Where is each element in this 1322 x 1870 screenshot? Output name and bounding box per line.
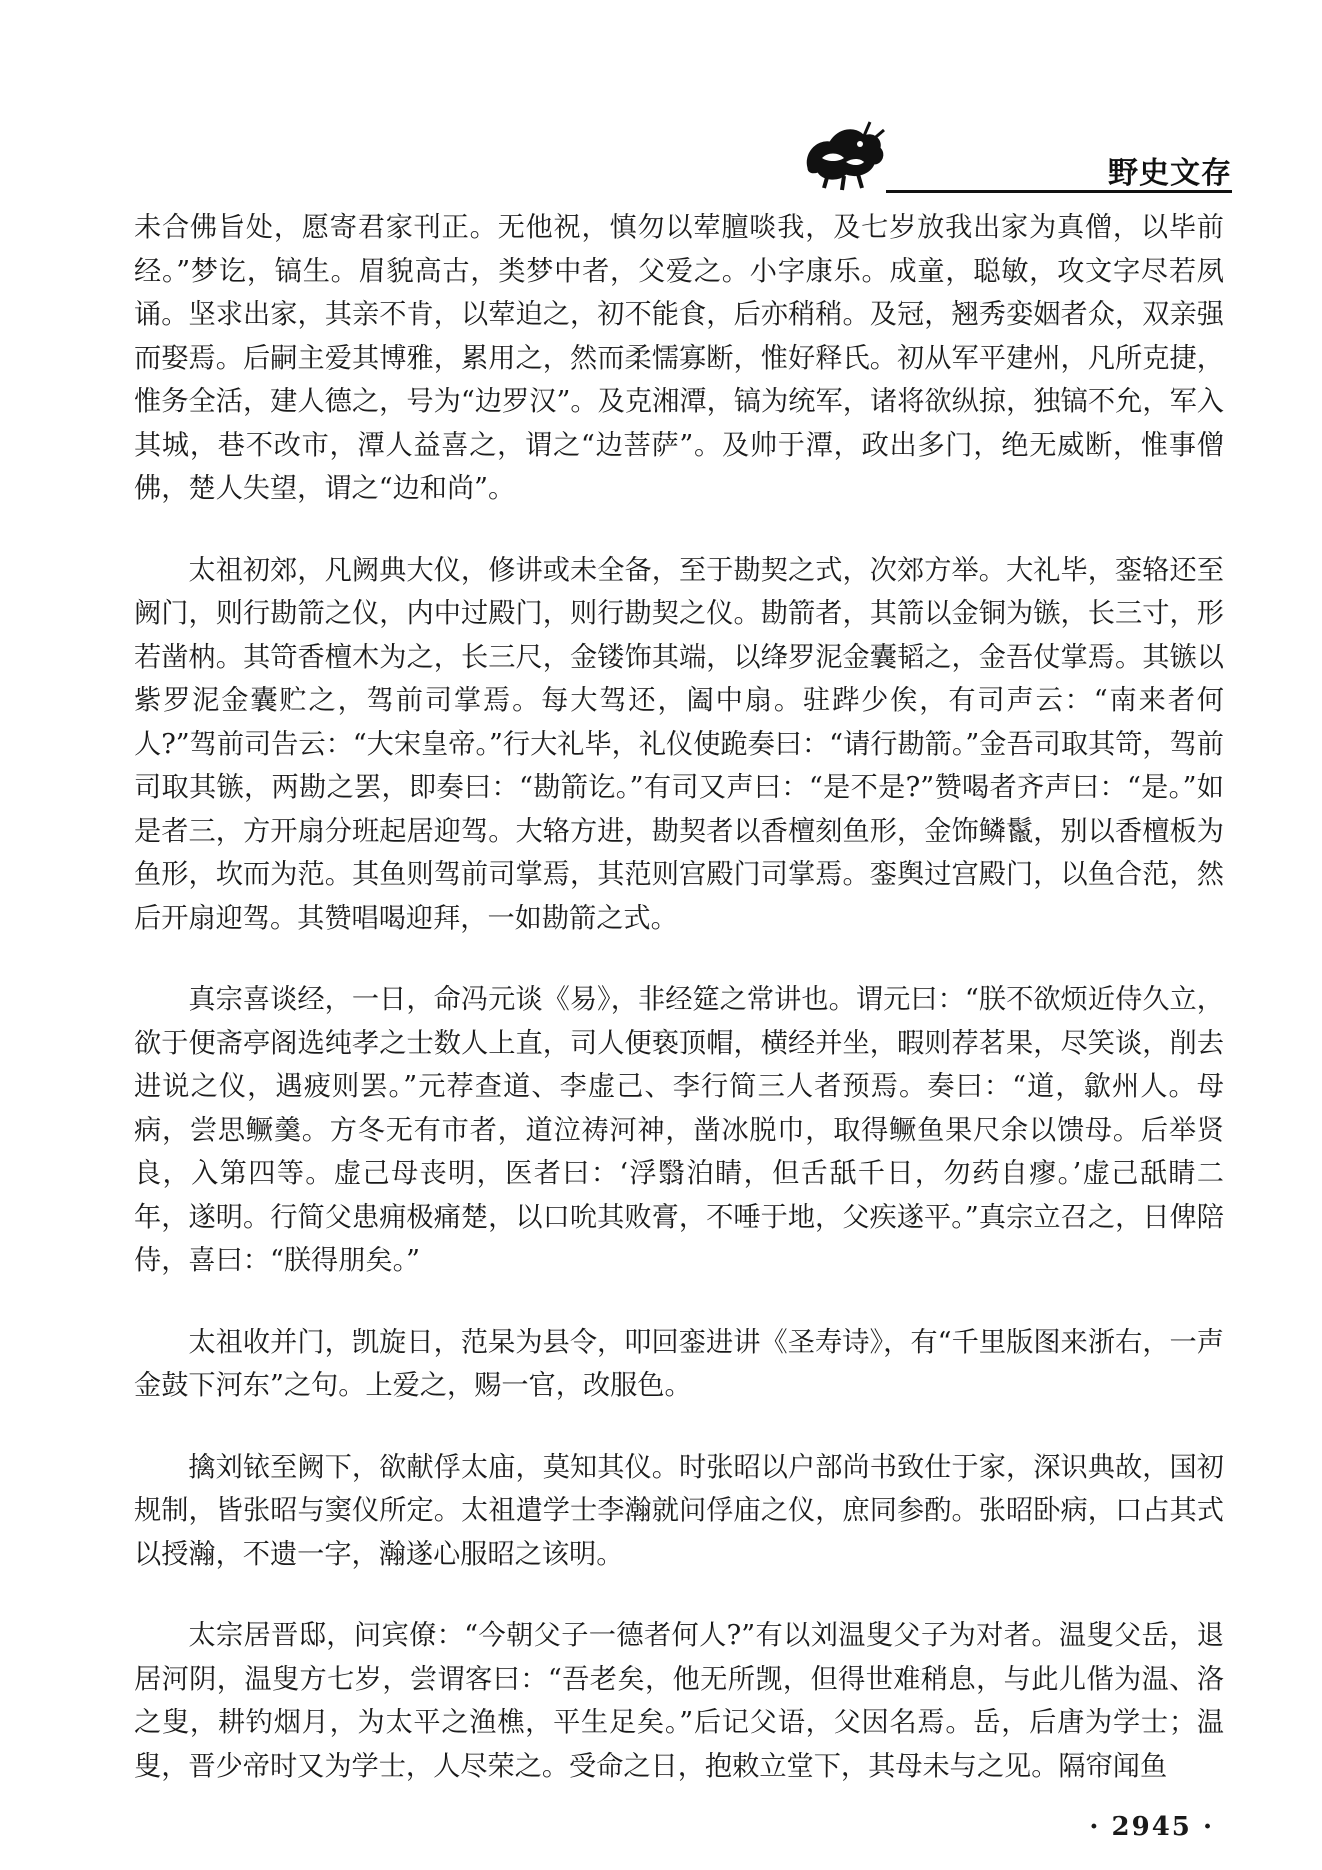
paragraph: 太祖初郊，凡阙典大仪，修讲或未全备，至于勘契之式，次郊方举。大礼毕，銮辂还至阙门，则行勘箭之仪，内中过殿门，则行勘契之仪。勘箭者，其箭以金铜为镞，长三寸，形若凿枘。其笴香檀木为之，长三尺，金镂饰其端，以绛罗泥金囊韬之，金吾仗掌焉。其镞以紫罗泥金囊贮之，驾前司掌焉。每大驾还，阖中扇。驻跸少俟，有司声云：“南来者何人?”驾前司告云：“大宋皇帝。”行大礼毕，礼仪使跪奏曰：“请行勘箭。”金吾司取其笴，驾前司取其镞，两勘之罢，即奏曰：“勘箭讫。”有司又声曰：“是不是?”赞喝者齐声曰：“是。”如是者三，方开扇分班起居迎驾。大辂方进，勘契者以香檀刻鱼形，金饰鳞鬣，别以香檀板为鱼形，坎而为范。其鱼则驾前司掌焉，其范则宫殿门司掌焉。銮舆过宫殿门，以鱼合范，然后开扇迎驾。其赞唱喝迎拜，一如勘箭之式。: [134, 554, 1224, 934]
paragraph: 太宗居晋邸，问宾僚：“今朝父子一德者何人?”有以刘温叟父子为对者。温叟父岳，退居河阴，温叟方七岁，尝谓客曰：“吾老矣，他无所觊，但得世难稍息，与此儿偕为温、洛之叟，耕钓烟月，为太平之渔樵，平生足矣。”后记父语，父因名焉。岳，后唐为学士；温叟，晋少帝时又为学士，人尽荣之。受命之日，抱敕立堂下，其母未与之见。隔帘闻鱼: [134, 1620, 1224, 1782]
paragraph: 未合佛旨处，愿寄君家刊正。无他祝，慎勿以荤膻啖我，及七岁放我出家为真僧，以毕前经。”梦讫，镐生。眉貌高古，类梦中者，父爱之。小字康乐。成童，聪敏，攻文字尽若夙诵。坚求出家，其亲不肯，以荤迫之，初不能食，后亦稍稍。及冠，翘秀娈姻者众，双亲强而娶焉。后嗣主爱其博雅，累用之，然而柔懦寡断，惟好释氏。初从军平建州，凡所克捷，惟务全活，建人德之，号为“边罗汉”。及克湘潭，镐为统军，诸将欲纵掠，独镐不允，军入其城，巷不改市，潭人益喜之，谓之“边菩萨”。及帅于潭，政出多门，绝无威断，惟事僧佛，楚人失望，谓之“边和尚”。: [134, 212, 1224, 504]
page-number: · 2945 ·: [1089, 1812, 1214, 1842]
paragraph: 真宗喜谈经，一日，命冯元谈《易》，非经筵之常讲也。谓元曰：“朕不欲烦近侍久立，欲于便斋亭阁选纯孝之士数人上直，司人便亵顶帽，横经并坐，暇则荐茗果，尽笑谈，削去进说之仪，遇疲则罢。”元荐查道、李虚己、李行简三人者预焉。奏曰：“道，歙州人。母病，尝思鳜羹。方冬无有市者，道泣祷河神，凿冰脱巾，取得鳜鱼果尺余以馈母。后举贤良，入第四等。虚己母丧明，医者曰：‘浮翳泊睛，但舌舐千日，勿药自瘳。’虚己舐睛二年，遂明。行简父患痈极痛楚，以口吮其败膏，不唾于地，父疾遂平。”真宗立召之，日俾陪侍，喜曰：“朕得朋矣。”: [134, 984, 1224, 1276]
page-header: [798, 118, 1232, 194]
header-rule: [886, 190, 1232, 193]
paragraph: 擒刘铱至阙下，欲献俘太庙，莫知其仪。时张昭以户部尚书致仕于家，深识典故，国初规制，皆张昭与窦仪所定。太祖遣学士李瀚就问俘庙之仪，庶同参酌。张昭卧病，口占其式以授瀚，不遗一字，瀚遂心服昭之该明。: [134, 1451, 1224, 1570]
dragon-emblem-icon: [798, 118, 890, 194]
series-title: 野史文存: [1108, 156, 1232, 191]
paragraph: 太祖收并门，凯旋日，范杲为县令，叩回銮进讲《圣寿诗》，有“千里版图来浙右，一声金鼓下河东”之句。上爱之，赐一官，改服色。: [134, 1326, 1224, 1401]
main-text: [134, 206, 1224, 1788]
